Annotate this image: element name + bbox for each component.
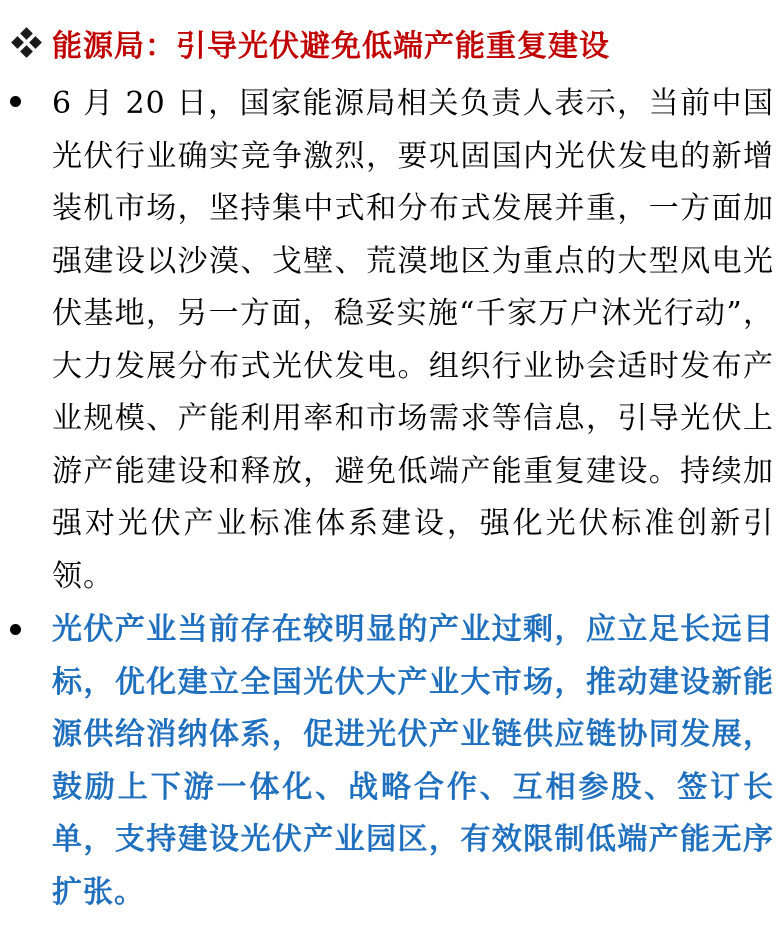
section-heading (12, 18, 610, 68)
bullet-text-announcement: 6 月 20 日，国家能源局相关负责人表示，当前中国光伏行业确实竞争激烈，要巩固国内光伏发电的新增装机市场，坚持集中式和分布式发展并重，一方面加强建设以沙漠、戈壁、荒漠地区为重点的大型风电光伏基地，另一方面，稳妥实施“千家万户沐光行动”，大力发展分布式光伏发电。组织行业协会适时发布产业规模、产能利用率和市场需求等信息，引导光伏上游产能建设和释放，避免低端产能重复建设。持续加强对光伏产业标准体系建设，强化光伏标准创新引领。 (52, 86, 774, 594)
bullet-dot-icon (10, 624, 21, 635)
bullet-dot-icon (10, 96, 21, 107)
diamond-bullet-icon (12, 28, 42, 58)
bullet-text-analysis: 光伏产业当前存在较明显的产业过剩，应立足长远目标，优化建立全国光伏大产业大市场，推动建设新能源供给消纳体系，促进光伏产业链供应链协同发展，鼓励上下游一体化、战略合作、互相参股、签订长单，支持建设光伏产业园区，有效限制低端产能无序扩张。 (52, 612, 774, 910)
heading-title: 能源局：引导光伏避免低端产能重复建设 (52, 29, 610, 64)
